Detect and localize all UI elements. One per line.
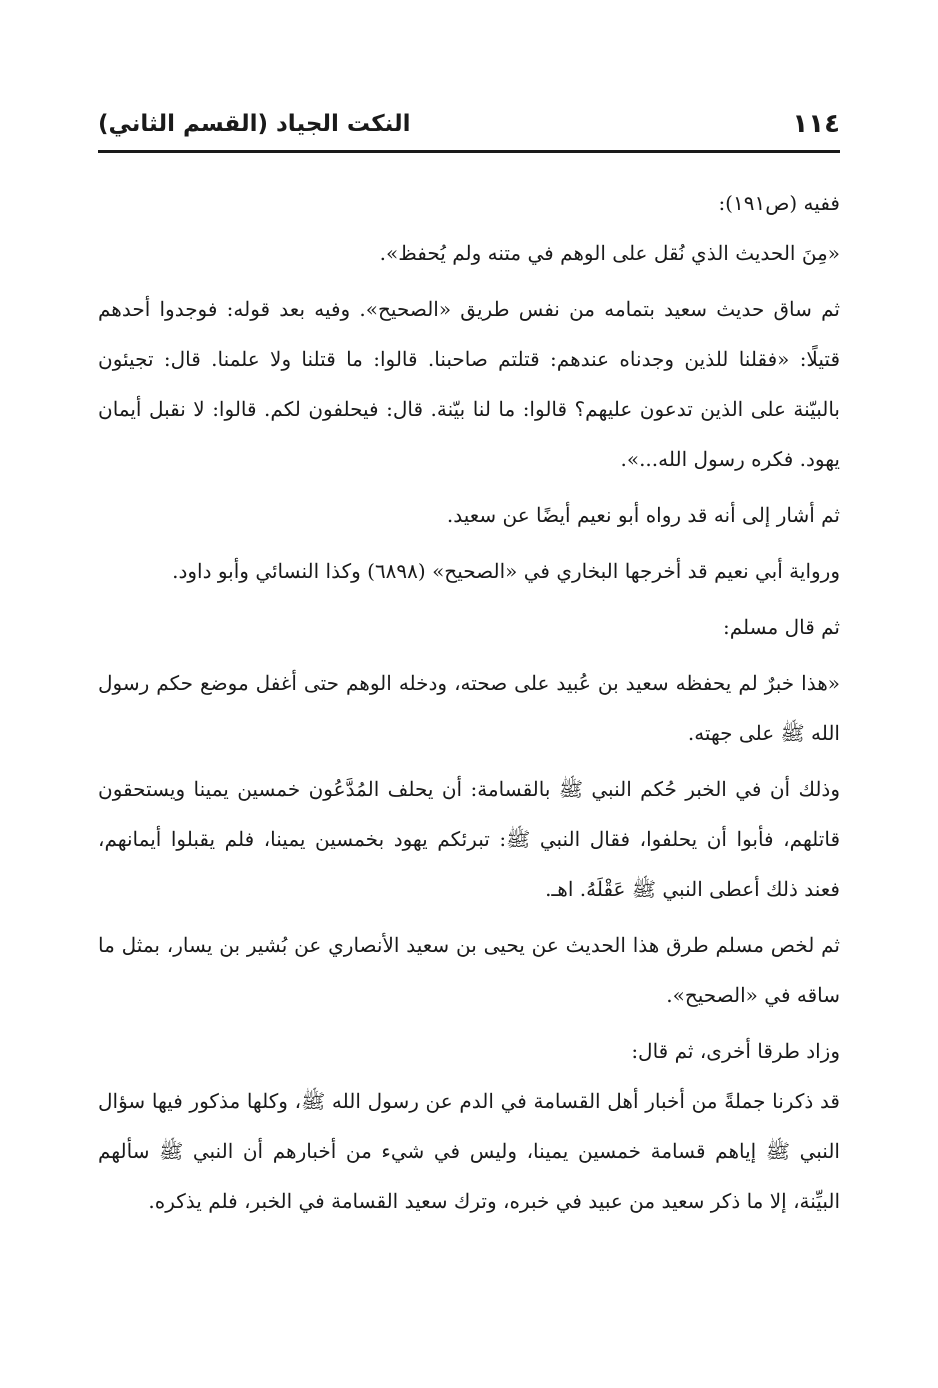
paragraph: وزاد طرقا أخرى، ثم قال:: [631, 1039, 840, 1063]
paragraph: وذلك أن في الخبر حُكم النبي ﷺ بالقسامة: أن يحلف المُدَّعُون خمسين يمينا ويستحقون قاتلهم، فأبوا أن يحلفوا، فقال النبي ﷺ: تبرئكم يهود بخمسين يمينا، فلم يقبلوا أيمانهم، فعند ذلك أعطى النبي ﷺ عَقْلَهُ. اهـ.: [98, 777, 840, 901]
paragraph: ثم قال مسلم:: [722, 615, 840, 639]
paragraph: ثم لخص مسلم طرق هذا الحديث عن يحيى بن سعيد الأنصاري عن بُشير بن يسار، بمثل ما ساقه في «الصحيح».: [98, 933, 840, 1007]
quotation: «مِنَ الحديث الذي نُقل على الوهم في متنه ولم يُحفظ».: [379, 241, 840, 265]
body-text: [98, 178, 840, 1232]
page-number: ١١٤: [792, 109, 840, 139]
paragraph: ففيه (ص١٩١):: [718, 191, 840, 215]
paragraph: ثم ساق حديث سعيد بتمامه من نفس طريق «الصحيح». وفيه بعد قوله: فوجدوا أحدهم قتيلًا: «فقلنا للذين وجدناه عندهم: قتلتم صاحبنا. قالوا: ما قتلنا ولا علمنا. قال: تجيئون بالبيّنة على الذين تدعون عليهم؟ قالوا: ما لنا بيّنة. قال: فيحلفون لكم. قالوا: لا نقبل أيمان يهود. فكره رسول الله...».: [98, 297, 841, 471]
page-header: [98, 102, 840, 146]
quotation: قد ذكرنا جملةً من أخبار أهل القسامة في الدم عن رسول الله ﷺ، وكلها مذكور فيها سؤال النبي ﷺ إياهم قسامة خمسين يمينا، وليس في شيء من أخبارهم أن النبي ﷺ سألهم البيِّنة، إلا ما ذكر سعيد من عبيد في خبره، وترك سعيد القسامة في الخبر، فلم يذكره.: [98, 1089, 840, 1213]
quotation: «هذا خبرٌ لم يحفظه سعيد بن عُبيد على صحته، ودخله الوهم حتى أغفل موضع حكم رسول الله ﷺ على جهته.: [98, 671, 840, 745]
paragraph: ثم أشار إلى أنه قد رواه أبو نعيم أيضًا عن سعيد.: [446, 503, 840, 527]
header-rule: [98, 150, 840, 153]
paragraph: ورواية أبي نعيم قد أخرجها البخاري في «الصحيح» (٦٨٩٨) وكذا النسائي وأبو داود.: [172, 559, 840, 583]
running-title: النكت الجياد (القسم الثاني): [98, 111, 411, 137]
